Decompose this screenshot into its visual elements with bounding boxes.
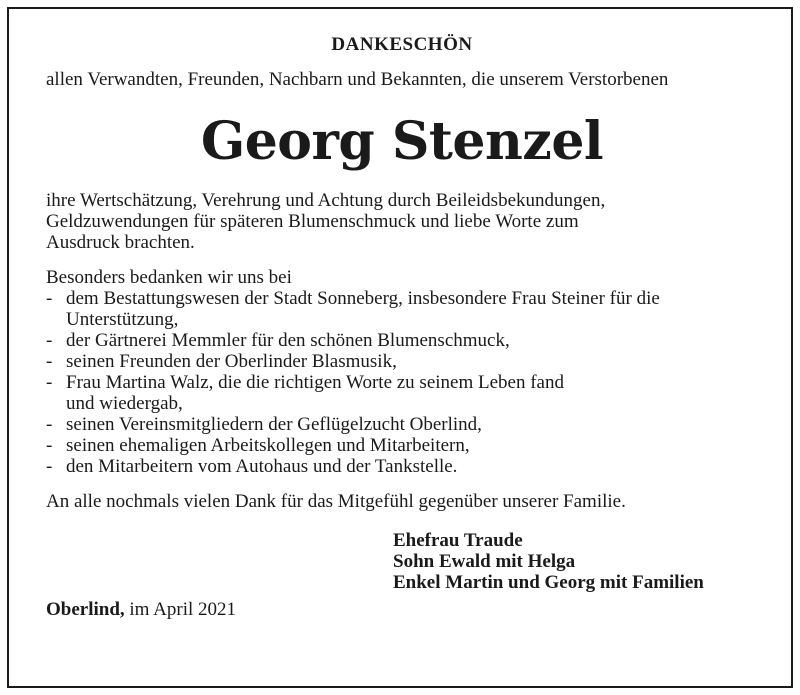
list-item	[46, 414, 758, 435]
signature-line: Ehefrau Traude	[393, 530, 523, 551]
paragraph-line: ihre Wertschätzung, Verehrung und Achtung durch Beileidsbekundungen,	[46, 190, 606, 211]
list-item-line: Frau Martina Walz, die die richtigen Worte zu seinem Leben fand	[66, 372, 564, 393]
appreciation-paragraph	[46, 190, 758, 253]
list-item	[46, 330, 758, 351]
list-item-line: der Gärtnerei Memmler für den schönen Blumenschmuck,	[66, 330, 510, 351]
dash-marker: -	[46, 351, 53, 372]
list-item-line: dem Bestattungswesen der Stadt Sonneberg, insbesondere Frau Steiner für die	[66, 288, 660, 309]
dash-marker: -	[46, 435, 53, 456]
special-thanks-intro: Besonders bedanken wir uns bei	[46, 267, 292, 288]
notice-heading: DANKESCHÖN	[331, 34, 473, 55]
signatures	[393, 530, 758, 593]
signature-line: Enkel Martin und Georg mit Familien	[393, 572, 704, 593]
thank-you-notice	[46, 34, 758, 620]
dash-marker: -	[46, 372, 53, 393]
dash-marker: -	[46, 288, 53, 309]
list-item-line: seinen Freunden der Oberlinder Blasmusik,	[66, 351, 397, 372]
dash-marker: -	[46, 330, 53, 351]
list-item	[46, 351, 758, 372]
list-item-line: Unterstützung,	[66, 309, 179, 330]
closing-text: An alle nochmals vielen Dank für das Mitgefühl gegenüber unserer Familie.	[46, 491, 626, 512]
dash-marker: -	[46, 456, 53, 477]
list-item	[46, 288, 758, 330]
place: Oberlind,	[46, 599, 125, 620]
paragraph-line: Geldzuwendungen für späteren Blumenschmuck und liebe Worte zum	[46, 211, 579, 232]
date: im April 2021	[129, 599, 237, 620]
paragraph-line: Ausdruck brachten.	[46, 232, 195, 253]
dash-marker: -	[46, 414, 53, 435]
intro-text: allen Verwandten, Freunden, Nachbarn und Bekannten, die unserem Verstorbenen	[46, 69, 669, 90]
list-item-line: seinen ehemaligen Arbeitskollegen und Mitarbeitern,	[66, 435, 470, 456]
place-date	[46, 599, 758, 620]
list-item-line: seinen Vereinsmitgliedern der Geflügelzucht Oberlind,	[66, 414, 482, 435]
deceased-name: Georg Stenzel	[200, 111, 604, 172]
list-item	[46, 456, 758, 477]
list-item-line: den Mitarbeitern vom Autohaus und der Tankstelle.	[66, 456, 458, 477]
thanks-list	[46, 288, 758, 477]
list-item	[46, 435, 758, 456]
list-item	[46, 372, 758, 414]
signature-line: Sohn Ewald mit Helga	[393, 551, 576, 572]
list-item-line: und wiedergab,	[66, 393, 183, 414]
